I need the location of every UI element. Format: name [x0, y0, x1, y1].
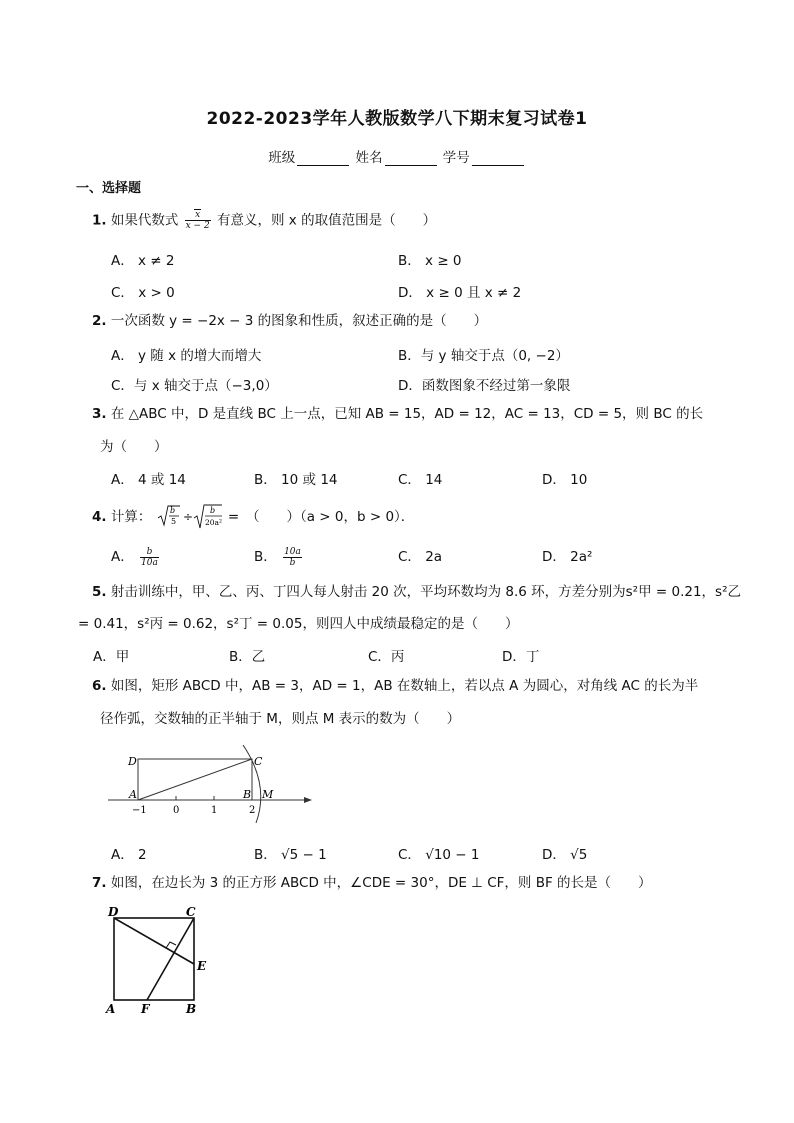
option-c[interactable]: C．与 x 轴交于点（−3,0） [111, 378, 278, 394]
label-f: F [141, 1002, 150, 1016]
option-b[interactable]: B． √5 − 1 [254, 847, 327, 863]
option-a[interactable]: A．甲 [93, 649, 130, 665]
fraction-denominator: b [289, 557, 296, 568]
svg-text:÷: ÷ [182, 510, 193, 524]
name-label: 姓名 [355, 150, 383, 166]
fraction [185, 210, 211, 231]
label-d: D [108, 905, 119, 919]
student-info-line [0, 146, 794, 166]
question-text: 射击训练中，甲、乙、丙、丁四人每人射击 20 次，平均环数均为 8.6 环，方差分别为s²甲 = 0.21，s²乙 [110, 584, 741, 600]
tick-label: −1 [132, 805, 147, 816]
question-7 [92, 873, 652, 893]
radical-expression [156, 503, 224, 531]
rectangle-numberline-figure [100, 745, 320, 835]
question-3 [92, 404, 703, 424]
option-c[interactable]: C． 2a [398, 549, 443, 565]
square-figure [100, 904, 220, 1019]
class-blank[interactable] [297, 151, 349, 166]
question-number: 5. [92, 584, 107, 600]
question-6 [92, 676, 698, 696]
fraction-numerator: b [140, 547, 159, 558]
id-blank[interactable] [472, 151, 524, 166]
option-a[interactable] [111, 545, 161, 568]
option-b[interactable]: B．乙 [229, 649, 266, 665]
fraction-denominator: 10a [141, 557, 158, 568]
option-d[interactable]: D． x ≥ 0 且 x ≠ 2 [398, 285, 522, 301]
sqrt-expr: x [195, 210, 201, 220]
option-c[interactable]: C．丙 [368, 649, 405, 665]
option-b[interactable]: B． x ≥ 0 [398, 253, 462, 269]
option-d[interactable]: D．函数图象不经过第一象限 [398, 378, 571, 394]
question-text: 一次函数 y = −2x − 3 的图象和性质，叙述正确的是（ ） [110, 313, 488, 329]
option-a[interactable]: A． y 随 x 的增大而增大 [111, 348, 262, 364]
fraction-numerator: 10a [284, 546, 301, 557]
question-5 [92, 582, 741, 602]
option-a[interactable]: A． 2 [111, 847, 147, 863]
question-number: 3. [92, 406, 107, 422]
option-d[interactable]: D．丁 [502, 649, 540, 665]
question-3-line2: 为（ ） [100, 439, 168, 455]
option-b[interactable]: B．与 y 轴交于点（0, −2） [398, 348, 569, 364]
fraction [140, 547, 159, 568]
tick-label: 1 [211, 805, 218, 816]
label-b: B [243, 788, 252, 801]
tick-label: 0 [173, 805, 180, 816]
question-text: 计算： [110, 509, 152, 525]
question-number: 1. [92, 212, 107, 229]
question-6-line2: 径作弧，交数轴的正半轴于 M，则点 M 表示的数为（ ） [100, 711, 461, 727]
option-b[interactable]: B． 10 或 14 [254, 472, 338, 488]
question-4 [92, 503, 414, 531]
name-blank[interactable] [385, 151, 437, 166]
label-e: E [197, 959, 207, 973]
svg-text:5: 5 [170, 517, 176, 526]
question-text: 在 △ABC 中，D 是直线 BC 上一点，已知 AB = 15，AD = 12，AC = 13，CD = 5，则 BC 的长 [110, 406, 704, 422]
option-letter: B． [254, 549, 277, 565]
question-1 [92, 210, 436, 231]
question-number: 2. [92, 313, 107, 329]
label-a: A [106, 1002, 116, 1016]
label-d: D [128, 755, 137, 768]
label-m: M [262, 788, 274, 801]
svg-text:b: b [169, 506, 175, 515]
option-d[interactable]: D． √5 [542, 847, 588, 863]
option-a[interactable]: A． 4 或 14 [111, 472, 186, 488]
class-label: 班级 [268, 150, 296, 166]
option-b[interactable] [254, 545, 304, 568]
option-d[interactable]: D． 2a² [542, 549, 593, 565]
question-text: 如图，在边长为 3 的正方形 ABCD 中，∠CDE = 30°，DE ⊥ CF，则 BF 的长是（ ） [110, 875, 652, 891]
question-text-end: = （ ）（a > 0，b > 0）． [227, 509, 415, 525]
label-c: C [254, 755, 263, 768]
question-text-end: 有意义，则 x 的取值范围是（ ） [217, 212, 437, 229]
tick-label: 2 [249, 805, 256, 816]
question-text: 如果代数式 [110, 212, 179, 229]
option-c[interactable]: C． √10 − 1 [398, 847, 480, 863]
fraction-denominator: x − 2 [185, 221, 210, 231]
option-letter: A． [111, 549, 134, 565]
label-b: B [186, 1002, 197, 1016]
svg-text:b: b [209, 506, 215, 515]
label-a: A [129, 788, 137, 801]
option-a[interactable]: A． x ≠ 2 [111, 253, 175, 269]
question-number: 4. [92, 509, 107, 525]
question-number: 7. [92, 875, 107, 891]
id-label: 学号 [442, 150, 470, 166]
fraction [283, 547, 302, 568]
option-d[interactable]: D． 10 [542, 472, 588, 488]
label-c: C [186, 905, 196, 919]
question-number: 6. [92, 678, 107, 694]
section-heading: 一、选择题 [76, 181, 142, 196]
svg-text:20a²: 20a² [204, 518, 222, 527]
page-title: 2022-2023学年人教版数学八下期末复习试卷1 [206, 109, 588, 129]
option-c[interactable]: C． 14 [398, 472, 443, 488]
question-5-line2: = 0.41，s²丙 = 0.62，s²丁 = 0.05，则四人中成绩最稳定的是（ ） [78, 616, 519, 632]
question-2 [92, 311, 487, 331]
option-c[interactable]: C． x > 0 [111, 285, 175, 301]
question-text: 如图，矩形 ABCD 中，AB = 3，AD = 1，AB 在数轴上，若以点 A 为圆心，对角线 AC 的长为半 [110, 678, 699, 694]
